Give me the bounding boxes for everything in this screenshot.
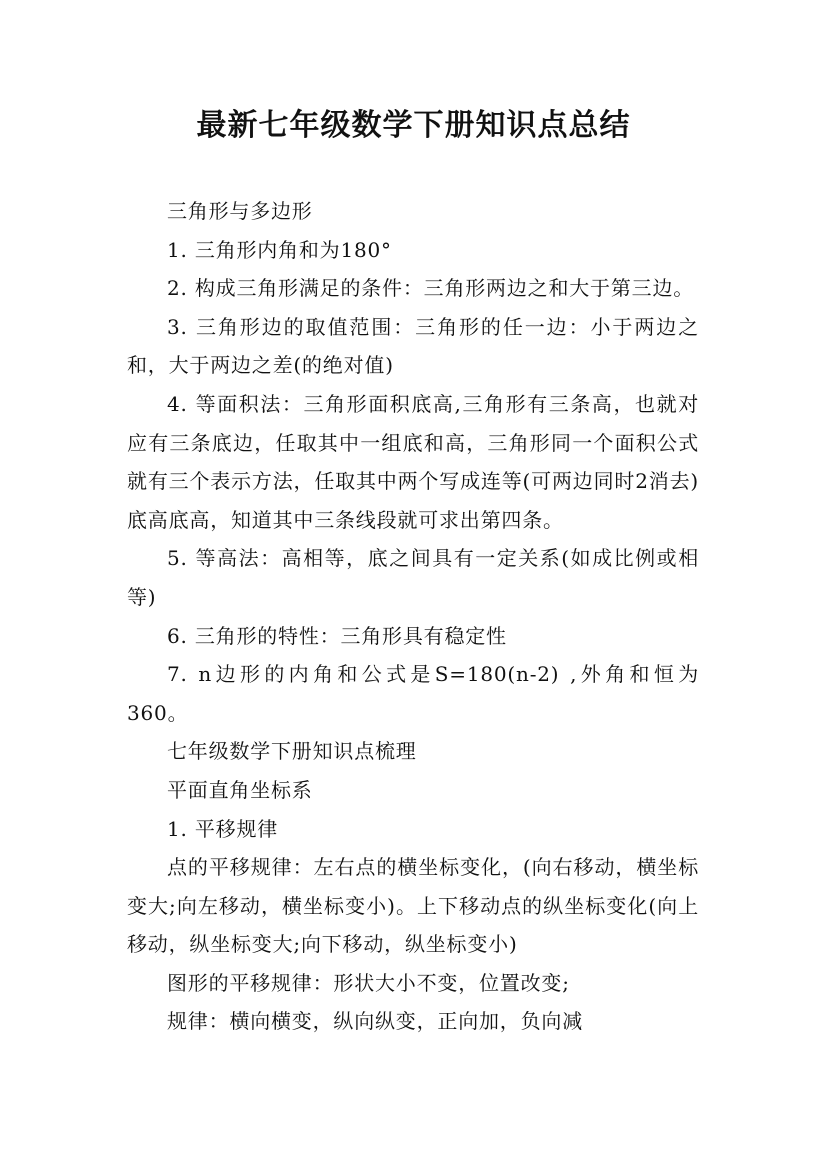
paragraph-translation-rule: 1. 平移规律 bbox=[167, 816, 279, 841]
paragraph-shape-translation: 图形的平移规律：形状大小不变，位置改变; bbox=[167, 970, 570, 995]
section-heading-coordinate-system: 平面直角坐标系 bbox=[167, 777, 313, 802]
paragraph-item-7: 7. n边形的内角和公式是S=180(n-2) ,外角和恒为360。 bbox=[127, 662, 699, 725]
paragraph-rule-summary: 规律：横向横变，纵向纵变，正向加，负向减 bbox=[167, 1009, 583, 1034]
document-body bbox=[127, 192, 699, 1041]
section-heading-triangles: 三角形与多边形 bbox=[167, 199, 313, 223]
paragraph-item-1: 1. 三角形内角和为180° bbox=[167, 237, 392, 262]
paragraph-item-4: 4. 等面积法：三角形面积底高,三角形有三条高，也就对应有三条底边，任取其中一组底和高，三角形同一个面积公式就有三个表示方法，任取其中两个写成连等(可两边同时2消去)底高底高，知道其中三条线段就可求出第四条。 bbox=[127, 391, 699, 532]
section-heading-summary: 七年级数学下册知识点梳理 bbox=[167, 739, 417, 764]
document-title: 最新七年级数学下册知识点总结 bbox=[196, 108, 631, 143]
paragraph-point-translation: 点的平移规律：左右点的横坐标变化，(向右移动，横坐标变大;向左移动，横坐标变小)。上下移动点的纵坐标变化(向上移动，纵坐标变大;向下移动，纵坐标变小) bbox=[127, 855, 699, 957]
paragraph-item-5: 5. 等高法：高相等，底之间具有一定关系(如成比例或相等) bbox=[127, 546, 699, 609]
paragraph-item-3: 3. 三角形边的取值范围：三角形的任一边：小于两边之和，大于两边之差(的绝对值) bbox=[127, 314, 699, 378]
paragraph-item-6: 6. 三角形的特性：三角形具有稳定性 bbox=[167, 623, 507, 648]
paragraph-item-2: 2. 构成三角形满足的条件：三角形两边之和大于第三边。 bbox=[167, 276, 695, 301]
